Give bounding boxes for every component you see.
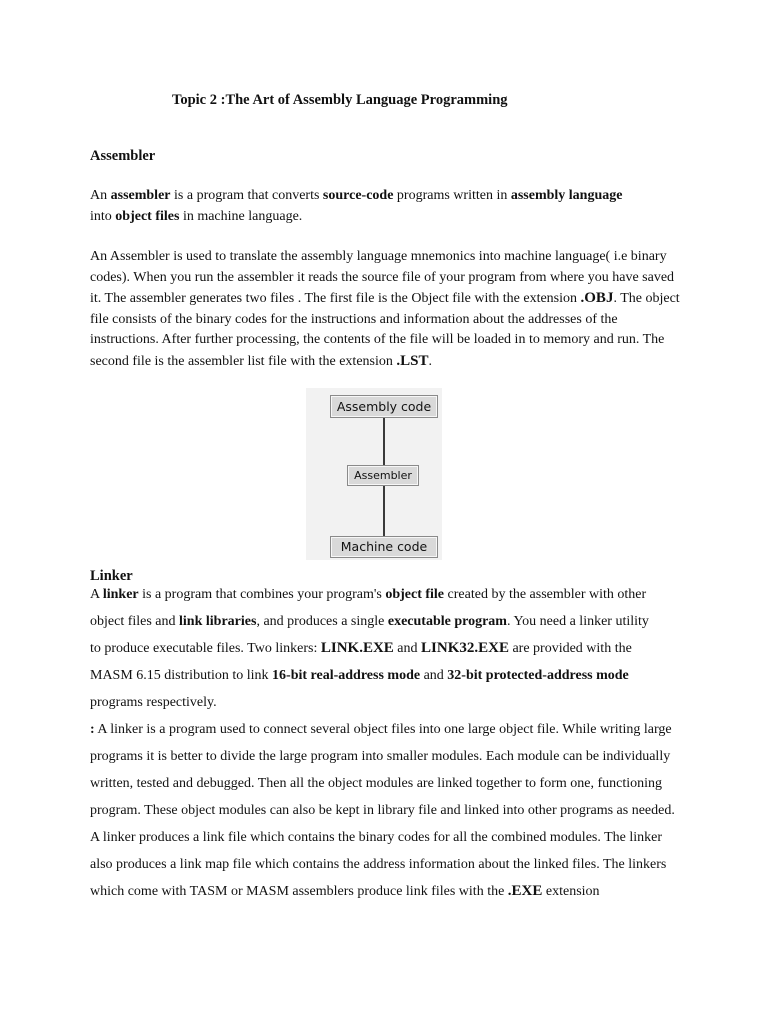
linker-definition-paragraph: A linker is a program that combines your program's object file created by the assembler with other object files and link libraries, and produces a single executable program. You need a linker utility to produce executable files. Two linkers: LINK.EXE and LINK32.EXE are provided with the MASM 6.15 distribution to link 16-bit real-address mode and 32-bit protected-address mode programs respectively. [90,587,649,710]
assembler-heading: Assembler [90,148,156,164]
assembler-description-paragraph: An Assembler is used to translate the assembly language mnemonics into machine language( i.e binary codes). When you run the assembler it reads the source file of your program from where you have saved it. The assembler generates two files . The first file is the Object file with the extension .OBJ. The object file consists of the binary codes for the instructions and information about the addresses of the instructions. After further processing, the contents of the file will be loaded in to memory and run. The second file is the assembler list file with the extension .LST. [90,249,680,369]
assembler-definition-paragraph: An assembler is a program that converts source-code programs written in assembly language into object files in machine language. [90,188,623,224]
linker-description-paragraph: : A linker is a program used to connect several object files into one large object file. While writing large programs it is better to divide the large program into smaller modules. Each module can be individually written, tested and debugged. Then all the object modules are linked together to form one, functioning program. These object modules can also be kept in library file and linked into other programs as needed. A linker produces a link file which contains the binary codes for all the combined modules. The linker also produces a link map file which contains the address information about the linked files. The linkers which come with TASM or MASM assemblers produce link files with the .EXE extension [90,722,675,899]
connector-line-bottom [383,486,385,536]
assembly-code-box: Assembly code [330,395,438,418]
machine-code-box: Machine code [330,536,438,558]
connector-line-top [383,418,385,465]
page-title: Topic 2 :The Art of Assembly Language Programming [172,92,508,108]
assembler-flow-diagram [306,388,442,560]
assembler-box: Assembler [347,465,419,486]
linker-heading: Linker [90,568,133,584]
